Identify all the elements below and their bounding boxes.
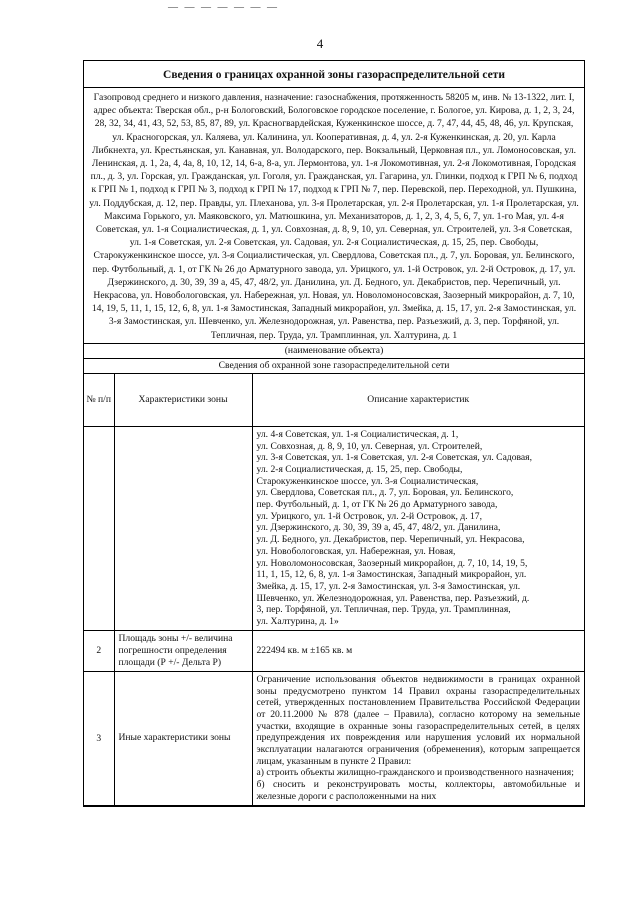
row-characteristic: Площадь зоны +/- величина погрешности определения площади (Р +/- Дельта Р) xyxy=(114,630,252,671)
page-number: 4 xyxy=(316,36,324,51)
description-paragraph: Ограничение использования объектов недвижимости в границах охранной зоны предусмотрено пунктом 14 Правил охраны газораспределительных сетей, утвержденных постановлением Правительства Российской Федерации от 20.11.2000 № 878 (далее – Правила), согласно которому на земельные участки, входящие в охранные зоны газораспределительных сетей, в целях предупреждения их повреждения или нарушения условий их нормальной эксплуатации налагаются ограничения (обременения), которым запрещается лицам, указанным в пункте 2 Правил: xyxy=(256,673,580,767)
object-name-caption: (наименование объекта) xyxy=(84,344,584,359)
row-number xyxy=(84,426,114,630)
table-header-row xyxy=(84,374,584,427)
row-description xyxy=(252,426,584,630)
row-description xyxy=(252,671,584,805)
row-description: 222494 кв. м ±165 кв. м xyxy=(252,630,584,671)
description-line: ул. 2-я Социалистическая, д. 15, 25, пер. Свободы, xyxy=(256,463,463,475)
object-name: Газопровод среднего и низкого давления, назначение: газоснабжения, протяженность 58205 м, инв. № 13-1322, лит. I, адрес объекта: Тверская обл., р-н Бологовский, Бологовское городское поселение, г. Бологое, ул. Кирова, д. 1, 2, 3, 24, 28, 32, 34, 41, 43, 52, 53, 85, 87, 89, ул. Красногвардейская, Куженкинское шоссе, д. 7, 47, 44, 45, 48, 46, ул. Крупская, ул. Красногорская, ул. Каляева, ул. Калинина, ул. Кооперативная, д. 4, ул. 2-я Куженкинская, д. 20, ул. Карла Либкнехта, ул. Крестьянская, ул. Канавная, ул. Володарского, пер. Вокзальный, Церковная пл., ул. Ломоносовская, ул. Ленинская, д. 1, 2а, 4, 4а, 8, 10, 12, 14, 6-а, 8-а, ул. Лермонтова, ул. 1-я Локомотивная, ул. 2-я Локомотивная, Городская пл., д. 3, ул. Горская, ул. Гражданская, ул. Гоголя, ул. Гражданская, ул. Гагарина, ул. Глинки, подход к ГРП № 6, подход к ГРП № 1, подход к ГРП № 3, подход к ГРП № 17, подход к ГРП № 7, пер. Перевской, пер. Переходной, ул. Пушкина, ул. Поддубская, д. 12, пер. Правды, ул. Плеханова, ул. 3-я Пролетарская, ул. 2-я Пролетарская, ул. 1-я Пролетарская, ул. Максима Горького, ул. Маяковского, ул. Матюшкина, ул. Механизаторов, д. 1, 2, 3, 4, 5, 6, 7, ул. 1-го Мая, ул. 4-я Советская, ул. 1-я Социалистическая, д. 1, ул. Совхозная, д. 8, 9, 10, ул. Северная, ул. Строителей, ул. 3-я Советская, ул. 1-я Советская, ул. 2-я Советская, ул. Садовая, ул. 2-я Социалистическая, д. 15, 25, пер. Свободы, Старокуженкинское шоссе, ул. 3-я Социалистическая, ул. Свердлова, Советская пл., д. 7, ул. Боровая, ул. Белинского, пер. Футбольный, д. 1, от ГК № 26 до Арматурного завода, ул. Урицкого, ул. 1-й Островок, ул. 2-й Островок, д. 17, ул. Дзержинского, д. 30, 39, 39 а, 45, 47, 48/2, ул. Данилина, ул. Д. Бедного, ул. Декабристов, пер. Черепичный, ул. Некрасова, ул. Новобологовская, ул. Набережная, ул. Новая, ул. Новоломоносовская, Заозерный микрорайон, д. 7, 10, 14, 19, 5, 11, 1, 15, 12, 6, 8, ул. 1-я Замостинская, Западный микрорайон, ул. Змейка, д. 15, 17, ул. 2-я Замостинская, ул. 3-я Замостинская, ул. Шевченко, ул. Железнодорожная, ул. Равенства, пер. Разъезжий, д. 3, пер. Торфяной, ул. Тепличная, пер. Труда, ул. Трамплинная, ул. Халтурина, д. 1 xyxy=(84,88,584,344)
description-line: 11, 1, 15, 12, 6, 8, ул. 1-я Замостинская, Западный микрорайон, ул. xyxy=(256,569,527,581)
description-line: Старокуженкинское шоссе, ул. 3-я Социалистическая, xyxy=(256,475,479,487)
description-line: 3, пер. Торфяной, ул. Тепличная, пер. Труда, ул. Трамплинная, xyxy=(256,604,511,616)
zone-characteristics-table xyxy=(84,374,584,806)
row-number: 2 xyxy=(84,630,114,671)
row-characteristic: Иные характеристики зоны xyxy=(114,671,252,805)
description-line: ул. Совхозная, д. 8, 9, 10, ул. Северная, ул. Строителей, xyxy=(256,440,483,452)
description-line: Шевченко, ул. Железнодорожная, ул. Равенства, пер. Разъезжий, д. xyxy=(256,592,530,604)
description-list-item: а) строить объекты жилищно-гражданского и производственного назначения; xyxy=(256,767,574,779)
description-list-item: б) сносить и реконструировать мосты, коллекторы, автомобильные и железные дороги с расположенными на них xyxy=(256,779,580,802)
header-description: Описание характеристик xyxy=(252,374,584,427)
header-characteristic: Характеристики зоны xyxy=(114,374,252,427)
description-line: пер. Футбольный, д. 1, от ГК № 26 до Арматурного завода, xyxy=(256,499,498,511)
description-line: ул. Новоломоносовская, Заозерный микрорайон, д. 7, 10, 14, 19, 5, xyxy=(256,557,528,569)
description-line: ул. Свердлова, Советская пл., д. 7, ул. Боровая, ул. Белинского, xyxy=(256,487,514,499)
description-line: ул. Урицкого, ул. 1-й Островок, ул. 2-й Островок, д. 17, xyxy=(256,510,482,522)
row-number: 3 xyxy=(84,671,114,805)
table-row xyxy=(84,671,584,805)
row-characteristic xyxy=(114,426,252,630)
description-line: ул. Д. Бедного, ул. Декабристов, пер. Черепичный, ул. Некрасова, xyxy=(256,534,525,546)
zone-info-form xyxy=(83,60,585,807)
description-line: ул. Халтурина, д. 1» xyxy=(256,616,339,628)
table-row xyxy=(84,426,584,630)
form-title: Сведения о границах охранной зоны газораспределительной сети xyxy=(84,61,584,88)
table-row xyxy=(84,630,584,671)
header-number: № п/п xyxy=(84,374,114,427)
description-line: ул. 3-я Советская, ул. 1-я Советская, ул. 2-я Советская, ул. Садовая, xyxy=(256,452,532,464)
description-line: ул. Дзержинского, д. 30, 39, 39 а, 45, 47, 48/2, ул. Данилина, xyxy=(256,522,501,534)
description-line: Змейка, д. 15, 17, ул. 2-я Замостинская, ул. 3-я Замостинская, ул. xyxy=(256,581,521,592)
section-title: Сведения об охранной зоне газораспределительной сети xyxy=(84,359,584,374)
description-line: ул. 4-я Советская, ул. 1-я Социалистическая, д. 1, xyxy=(256,428,459,440)
description-line: ул. Новобологовская, ул. Набережная, ул. Новая, xyxy=(256,545,456,557)
top-decorative-marks: — — — — — — — xyxy=(168,2,279,13)
